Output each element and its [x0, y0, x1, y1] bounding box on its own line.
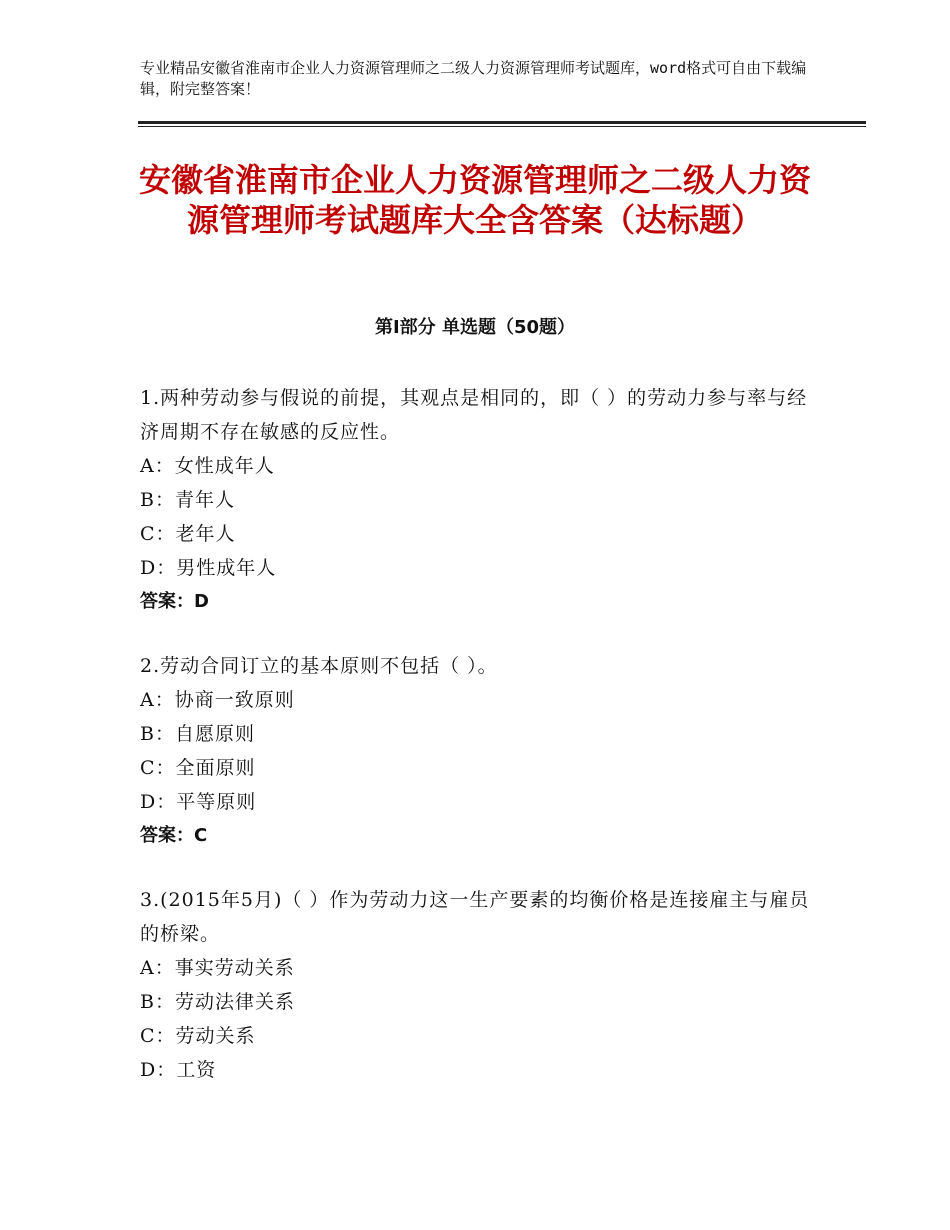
question-1 [140, 381, 820, 619]
option-a: A：协商一致原则 [140, 689, 295, 711]
option-a: A：女性成年人 [140, 455, 275, 477]
option-a: A：事实劳动关系 [140, 957, 295, 979]
answer: 答案：D [140, 591, 209, 612]
option-d: D：工资 [140, 1059, 217, 1081]
section-title: 第Ⅰ部分 单选题（50题） [374, 317, 575, 338]
option-b: B：青年人 [140, 489, 235, 511]
question-3 [140, 883, 820, 1087]
answer: 答案：C [140, 825, 208, 846]
header-rule-thick [138, 121, 866, 124]
option-c: C：老年人 [140, 523, 236, 545]
document-title: 安徽省淮南市企业人力资源管理师之二级人力资源管理师考试题库大全含答案（达标题） [138, 161, 811, 239]
option-c: C：全面原则 [140, 757, 256, 779]
question-stem: 1.两种劳动参与假说的前提，其观点是相同的，即（ ）的劳动力参与率与经济周期不存在敏感的反应性。 [140, 387, 808, 443]
question-list [140, 381, 820, 1117]
header-note: 专业精品安徽省淮南市企业人力资源管理师之二级人力资源管理师考试题库，word格式可自由下载编辑，附完整答案！ [140, 59, 807, 98]
question-stem: 3.(2015年5月)（ ）作为劳动力这一生产要素的均衡价格是连接雇主与雇员的桥梁。 [140, 889, 810, 945]
question-2 [140, 649, 820, 853]
question-stem: 2.劳动合同订立的基本原则不包括（ ）。 [140, 655, 498, 677]
option-c: C：劳动关系 [140, 1025, 256, 1047]
option-d: D：男性成年人 [140, 557, 277, 579]
header-rule-thin [138, 126, 866, 127]
option-d: D：平等原则 [140, 791, 257, 813]
option-b: B：自愿原则 [140, 723, 255, 745]
option-b: B：劳动法律关系 [140, 991, 295, 1013]
